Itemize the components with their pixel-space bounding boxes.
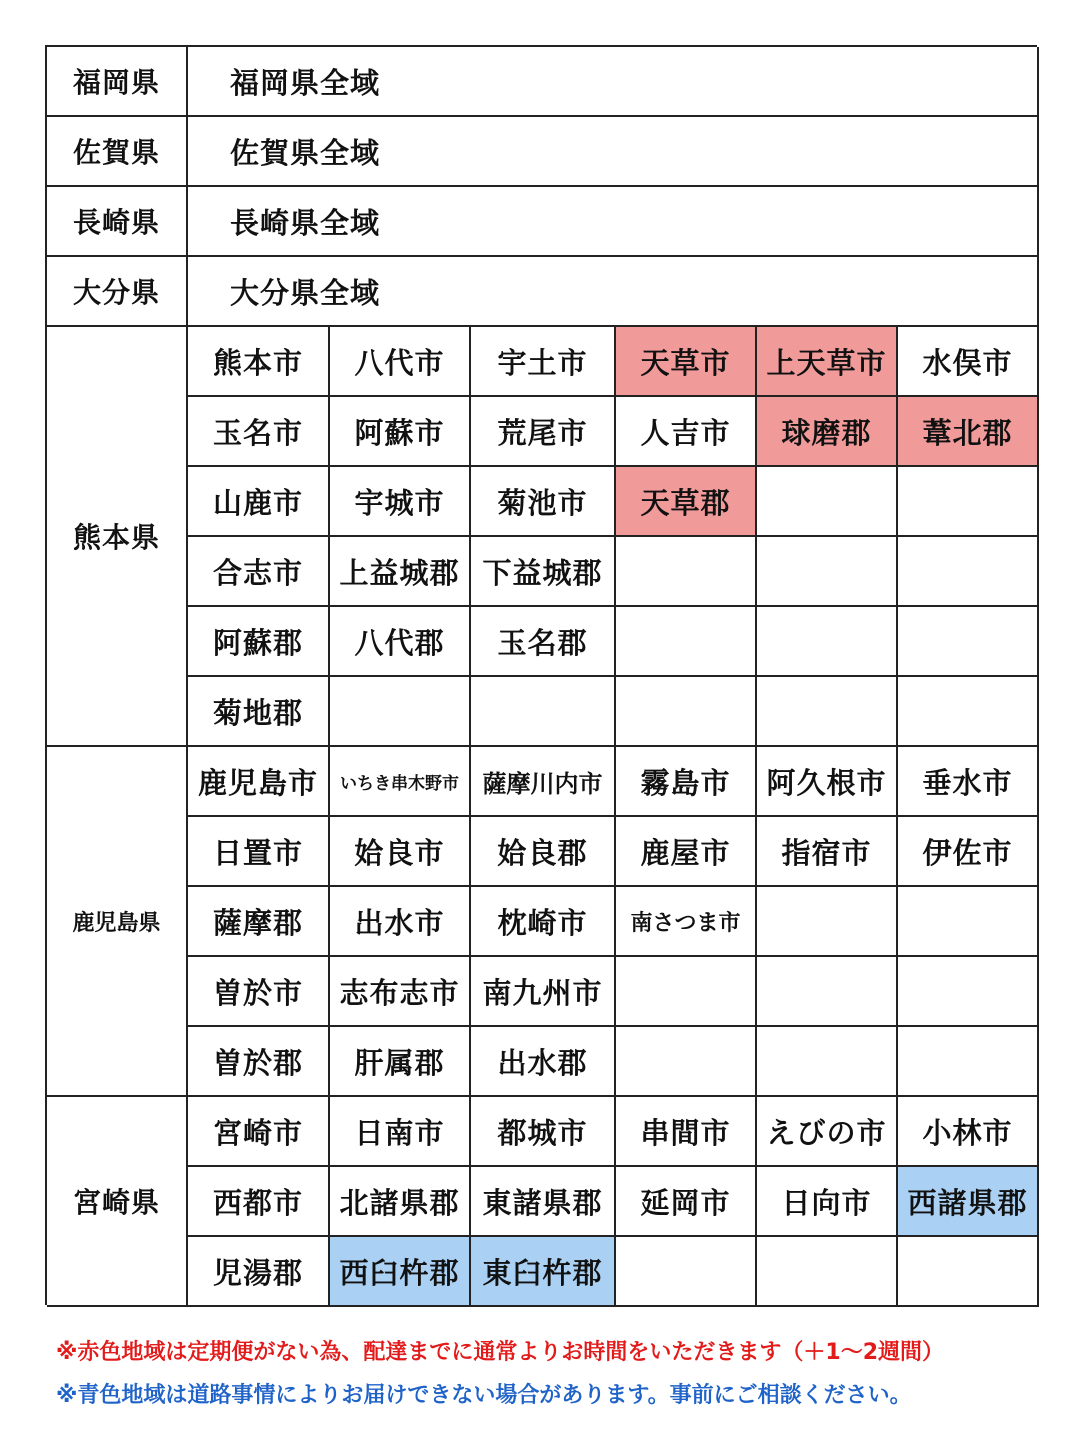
- area-cell-empty: [616, 677, 757, 747]
- area-cell: 出水郡: [471, 1027, 616, 1097]
- area-cell: 山鹿市: [188, 467, 330, 537]
- area-cell: 南九州市: [471, 957, 616, 1027]
- area-cell-blue: 西臼杵郡: [330, 1237, 471, 1307]
- area-cell: 都城市: [471, 1097, 616, 1167]
- area-cell: いちき串木野市: [330, 747, 471, 817]
- area-cell: 延岡市: [616, 1167, 757, 1237]
- area-cell-red: 葦北郡: [898, 397, 1039, 467]
- area-cell-empty: [616, 1237, 757, 1307]
- area-cell-empty: [757, 677, 898, 747]
- area-cell-red: 上天草市: [757, 327, 898, 397]
- pref-miyazaki: 宮崎県: [47, 1097, 188, 1307]
- pref-nagasaki: 長崎県: [47, 187, 188, 257]
- area-cell: 日置市: [188, 817, 330, 887]
- area-cell: 曽於郡: [188, 1027, 330, 1097]
- area-cell: 荒尾市: [471, 397, 616, 467]
- area-cell-empty: [898, 537, 1039, 607]
- area-cell-empty: [757, 1237, 898, 1307]
- area-cell: 志布志市: [330, 957, 471, 1027]
- area-cell: 児湯郡: [188, 1237, 330, 1307]
- area-cell: 人吉市: [616, 397, 757, 467]
- area-cell-empty: [330, 677, 471, 747]
- area-cell: 南さつま市: [616, 887, 757, 957]
- pref-oita: 大分県: [47, 257, 188, 327]
- area-cell: 薩摩郡: [188, 887, 330, 957]
- pref-fukuoka: 福岡県: [47, 47, 188, 117]
- area-cell: 上益城郡: [330, 537, 471, 607]
- area-cell: 日向市: [757, 1167, 898, 1237]
- area-cell: 伊佐市: [898, 817, 1039, 887]
- area-cell: 西都市: [188, 1167, 330, 1237]
- area-cell: 八代市: [330, 327, 471, 397]
- blue-region-note: ※青色地域は道路事情によりお届けできない場合があります。事前にご相談ください。: [56, 1383, 912, 1408]
- area-cell: 肝属郡: [330, 1027, 471, 1097]
- area-cell: 東諸県郡: [471, 1167, 616, 1237]
- area-cell-empty: [757, 467, 898, 537]
- area-cell-empty: [757, 607, 898, 677]
- area-cell: 北諸県郡: [330, 1167, 471, 1237]
- area-cell: 熊本市: [188, 327, 330, 397]
- area-cell: 曽於市: [188, 957, 330, 1027]
- area-cell-empty: [898, 957, 1039, 1027]
- area-cell: 枕崎市: [471, 887, 616, 957]
- area-cell-empty: [898, 607, 1039, 677]
- area-cell: 垂水市: [898, 747, 1039, 817]
- area-cell-empty: [898, 677, 1039, 747]
- area-cell: 薩摩川内市: [471, 747, 616, 817]
- area-cell: 宇城市: [330, 467, 471, 537]
- area-cell-empty: [757, 537, 898, 607]
- pref-saga-area: 佐賀県全域: [188, 117, 1039, 187]
- area-cell-red: 球磨郡: [757, 397, 898, 467]
- area-cell-empty: [616, 1027, 757, 1097]
- area-cell: 鹿屋市: [616, 817, 757, 887]
- area-cell: 指宿市: [757, 817, 898, 887]
- area-cell-empty: [898, 1027, 1039, 1097]
- area-cell: 小林市: [898, 1097, 1039, 1167]
- area-cell-red: 天草市: [616, 327, 757, 397]
- area-cell: 阿蘇市: [330, 397, 471, 467]
- pref-kagoshima: 鹿児島県: [47, 747, 188, 1097]
- area-cell-empty: [757, 887, 898, 957]
- area-cell: 宇土市: [471, 327, 616, 397]
- pref-kumamoto: 熊本県: [47, 327, 188, 747]
- area-cell-red: 天草郡: [616, 467, 757, 537]
- pref-oita-area: 大分県全域: [188, 257, 1039, 327]
- pref-saga: 佐賀県: [47, 117, 188, 187]
- area-cell: 姶良市: [330, 817, 471, 887]
- area-cell-empty: [898, 1237, 1039, 1307]
- area-cell-empty: [757, 1027, 898, 1097]
- area-cell: 下益城郡: [471, 537, 616, 607]
- delivery-area-table: [45, 45, 1037, 1305]
- area-cell-empty: [471, 677, 616, 747]
- area-cell: 阿久根市: [757, 747, 898, 817]
- area-cell-empty: [757, 957, 898, 1027]
- area-cell: 出水市: [330, 887, 471, 957]
- area-cell: 鹿児島市: [188, 747, 330, 817]
- area-cell-empty: [616, 537, 757, 607]
- area-cell-blue: 東臼杵郡: [471, 1237, 616, 1307]
- area-cell: 水俣市: [898, 327, 1039, 397]
- area-cell: 串間市: [616, 1097, 757, 1167]
- area-cell: 日南市: [330, 1097, 471, 1167]
- area-cell: 姶良郡: [471, 817, 616, 887]
- red-region-note: ※赤色地域は定期便がない為、配達までに通常よりお時間をいただきます（＋1～2週間）: [56, 1340, 945, 1365]
- area-cell: 霧島市: [616, 747, 757, 817]
- area-cell: 合志市: [188, 537, 330, 607]
- area-cell: 菊地郡: [188, 677, 330, 747]
- area-cell: 玉名郡: [471, 607, 616, 677]
- area-cell-blue: 西諸県郡: [898, 1167, 1039, 1237]
- area-cell: 八代郡: [330, 607, 471, 677]
- area-cell: 玉名市: [188, 397, 330, 467]
- area-cell-empty: [898, 887, 1039, 957]
- area-cell: 阿蘇郡: [188, 607, 330, 677]
- pref-nagasaki-area: 長崎県全域: [188, 187, 1039, 257]
- area-cell: 宮崎市: [188, 1097, 330, 1167]
- pref-fukuoka-area: 福岡県全域: [188, 47, 1039, 117]
- area-cell-empty: [616, 607, 757, 677]
- area-cell: えびの市: [757, 1097, 898, 1167]
- area-cell-empty: [616, 957, 757, 1027]
- area-cell: 菊池市: [471, 467, 616, 537]
- area-cell-empty: [898, 467, 1039, 537]
